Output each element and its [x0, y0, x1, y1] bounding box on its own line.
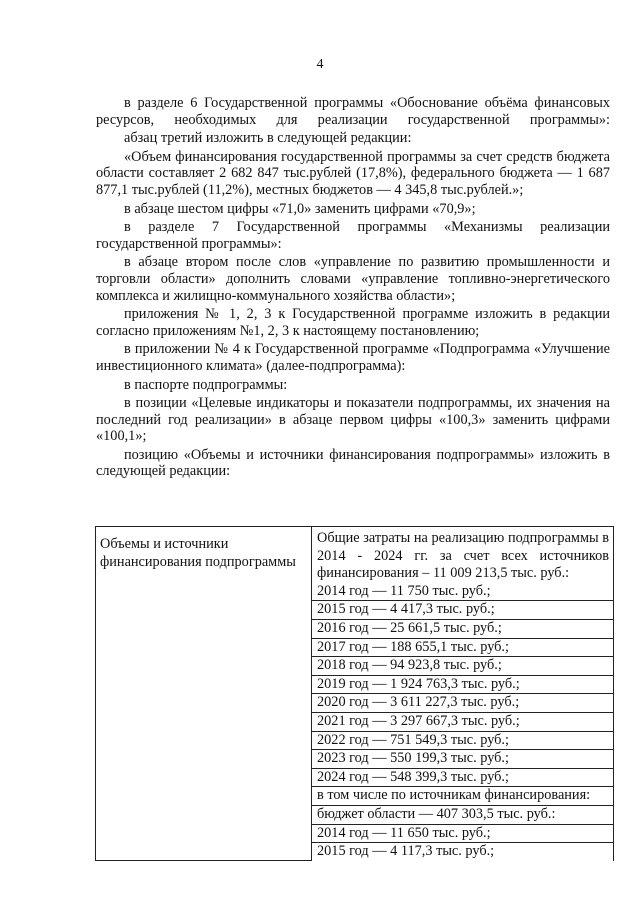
financing-intro: Общие затраты на реализацию подпрограммы в 2014 - 2024 гг. за счет всех источников финансирования – 11 009 213,5 тыс. руб.:	[317, 530, 609, 582]
years-regional-list	[317, 825, 609, 861]
list-item: 2020 год — 3 611 227,3 тыс. руб.;	[312, 694, 613, 713]
list-item: 2024 год — 548 399,3 тыс. руб.;	[312, 769, 613, 788]
list-item: 2015 год — 4 417,3 тыс. руб.;	[312, 601, 613, 620]
paragraph-appendices: приложения № 1, 2, 3 к Государственной программе изложить в редакции согласно приложениям №1, 2, 3 к настоящему постановлению;	[96, 306, 610, 339]
page-number: 4	[316, 57, 324, 72]
list-item: 2014 год — 11 650 тыс. руб.;	[312, 825, 613, 844]
list-item: 2023 год — 550 199,3 тыс. руб.;	[312, 750, 613, 769]
paragraph-position: позицию «Объемы и источники финансирования подпрограммы» изложить в следующей редакции:	[96, 446, 610, 480]
list-item: 2018 год — 94 923,8 тыс. руб.;	[312, 657, 613, 676]
paragraph-financing-volume: «Объем финансирования государственной программы за счет средств бюджета области составляет 2 682 847 тыс.рублей (17,8%), федерального бюджета — 1 687 877,1 тыс.рублей (11,2%), местных бюджетов — 4 345,8 тыс.рублей.»;	[96, 148, 610, 198]
table-row	[96, 527, 614, 861]
paragraph-appendix-4: в приложении № 4 к Государственной программе «Подпрограмма «Улучшение инвестиционного климата» (далее-подпрограмма):	[96, 341, 610, 374]
paragraph-section-6: в разделе 6 Государственной программы «Обоснование объёма финансовых ресурсов, необходимых для реализации государственной программы»:	[96, 95, 610, 128]
table-cell-label: Объемы и источники финансирования подпрограммы	[96, 527, 312, 861]
paragraph-abzac-third: абзац третий изложить в следующей редакции:	[124, 130, 412, 147]
sources-heading: в том числе по источникам финансирования:	[312, 787, 613, 806]
list-item: 2017 год — 188 655,1 тыс. руб.;	[312, 639, 613, 658]
paragraph-passport: в паспорте подпрограммы:	[124, 376, 288, 393]
financing-table	[95, 526, 614, 861]
paragraph-abzac-second: в абзаце втором после слов «управление по развитию промышленности и торговли области» дополнить словами «управление топливно-энергетического комплекса и жилищно-коммунального хозяйства области»;	[96, 254, 610, 304]
years-total-list	[317, 583, 609, 788]
list-item: 2019 год — 1 924 763,3 тыс. руб.;	[312, 676, 613, 695]
paragraph-abzac-sixth: в абзаце шестом цифры «71,0» заменить цифрами «70,9»;	[124, 200, 476, 217]
paragraph-indicators: в позиции «Целевые индикаторы и показатели подпрограммы, их значения на последний год реализации» в абзаце первом цифры «100,3» заменить цифрами «100,1»;	[96, 395, 610, 445]
table-cell-content	[312, 527, 614, 861]
body-text	[96, 95, 610, 482]
paragraph-section-7: в разделе 7 Государственной программы «Механизмы реализации государственной программы»:	[96, 219, 610, 252]
list-item: 2014 год — 11 750 тыс. руб.;	[312, 583, 613, 602]
list-item: 2022 год — 751 549,3 тыс. руб.;	[312, 732, 613, 751]
regional-budget-total: бюджет области — 407 303,5 тыс. руб.:	[312, 806, 613, 825]
list-item: 2016 год — 25 661,5 тыс. руб.;	[312, 620, 613, 639]
list-item: 2015 год — 4 117,3 тыс. руб.;	[317, 843, 495, 860]
list-item: 2021 год — 3 297 667,3 тыс. руб.;	[312, 713, 613, 732]
